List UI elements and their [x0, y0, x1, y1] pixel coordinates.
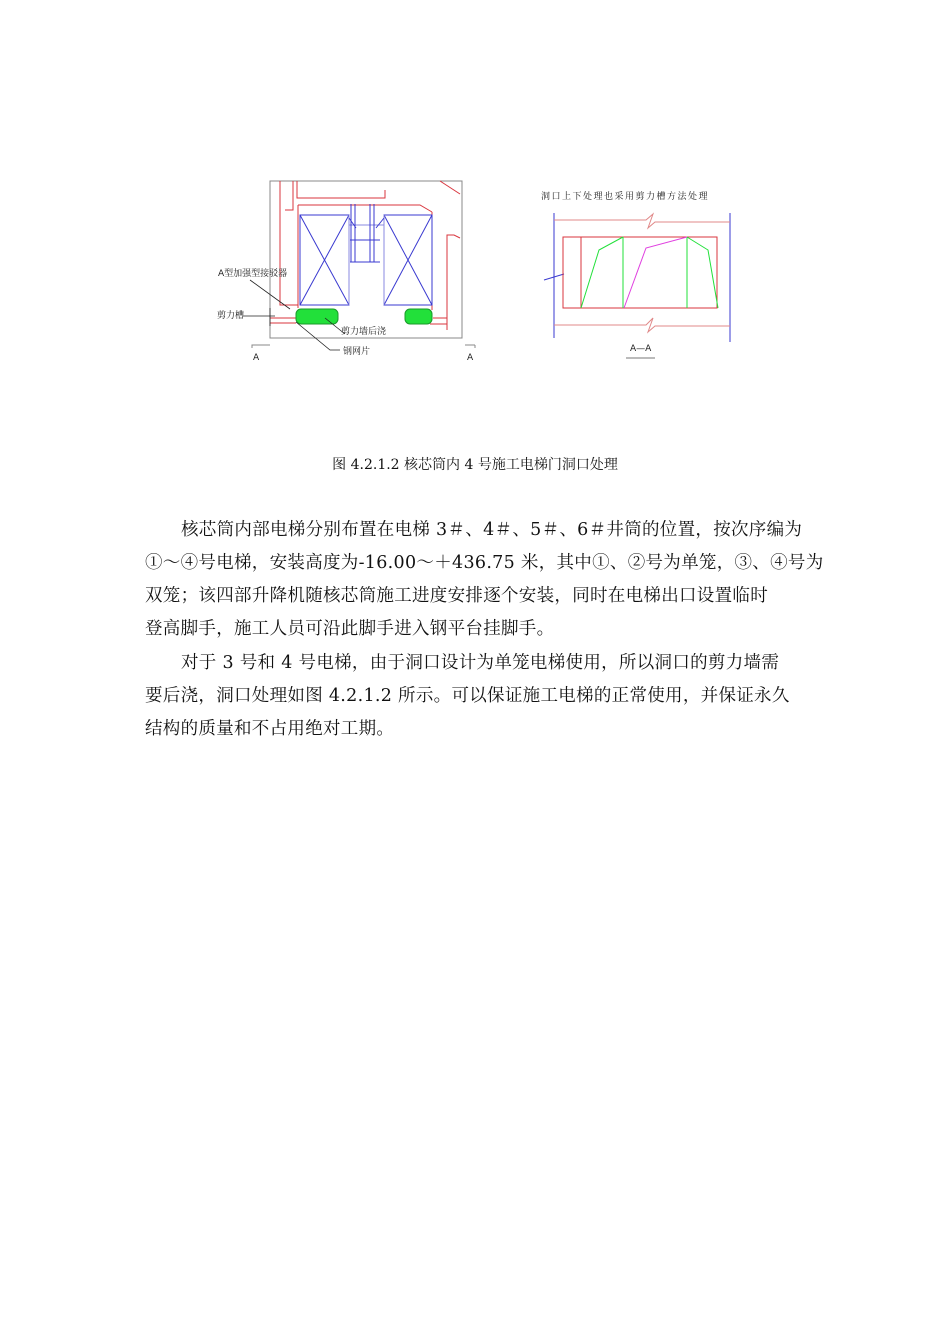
- connector-label: A型加强型接驳器: [218, 269, 288, 279]
- elevator-opening-drawing: [0, 0, 950, 400]
- post-pour-label: 剪力墙后浇: [341, 327, 387, 337]
- paragraph-1-line-4: 登高脚手，施工人员可沿此脚手进入钢平台挂脚手。: [145, 619, 555, 639]
- steel-mesh-label: 钢网片: [343, 347, 371, 357]
- paragraph-1-line-3: 双笼；该四部升降机随核芯筒施工进度安排逐个安装，同时在电梯出口设置临时: [145, 586, 768, 606]
- section-mark-right: A: [467, 353, 474, 363]
- figure-caption: 图 4.2.1.2 核芯筒内 4 号施工电梯门洞口处理: [332, 457, 618, 473]
- section-mark-left: A: [253, 353, 260, 363]
- section-title: A—A: [630, 344, 652, 354]
- paragraph-1-line-1: 核芯筒内部电梯分别布置在电梯 3＃、4＃、5＃、6＃井筒的位置，按次序编为: [181, 520, 803, 540]
- plan-view: [243, 181, 475, 350]
- paragraph-1-line-2: ①～④号电梯，安装高度为-16.00～＋436.75 米，其中①、②号为单笼，③、④号为: [145, 553, 824, 573]
- shear-groove-label: 剪力槽: [217, 311, 245, 321]
- paragraph-2-line-2: 要后浇，洞口处理如图 4.2.1.2 所示。可以保证施工电梯的正常使用，并保证永久: [145, 686, 790, 706]
- section-view: [544, 213, 730, 358]
- paragraph-2-line-3: 结构的质量和不占用绝对工期。: [145, 719, 395, 739]
- section-note: 洞口上下处理也采用剪力槽方法处理: [541, 192, 710, 202]
- paragraph-2-line-1: 对于 3 号和 4 号电梯，由于洞口设计为单笼电梯使用，所以洞口的剪力墙需: [181, 653, 780, 673]
